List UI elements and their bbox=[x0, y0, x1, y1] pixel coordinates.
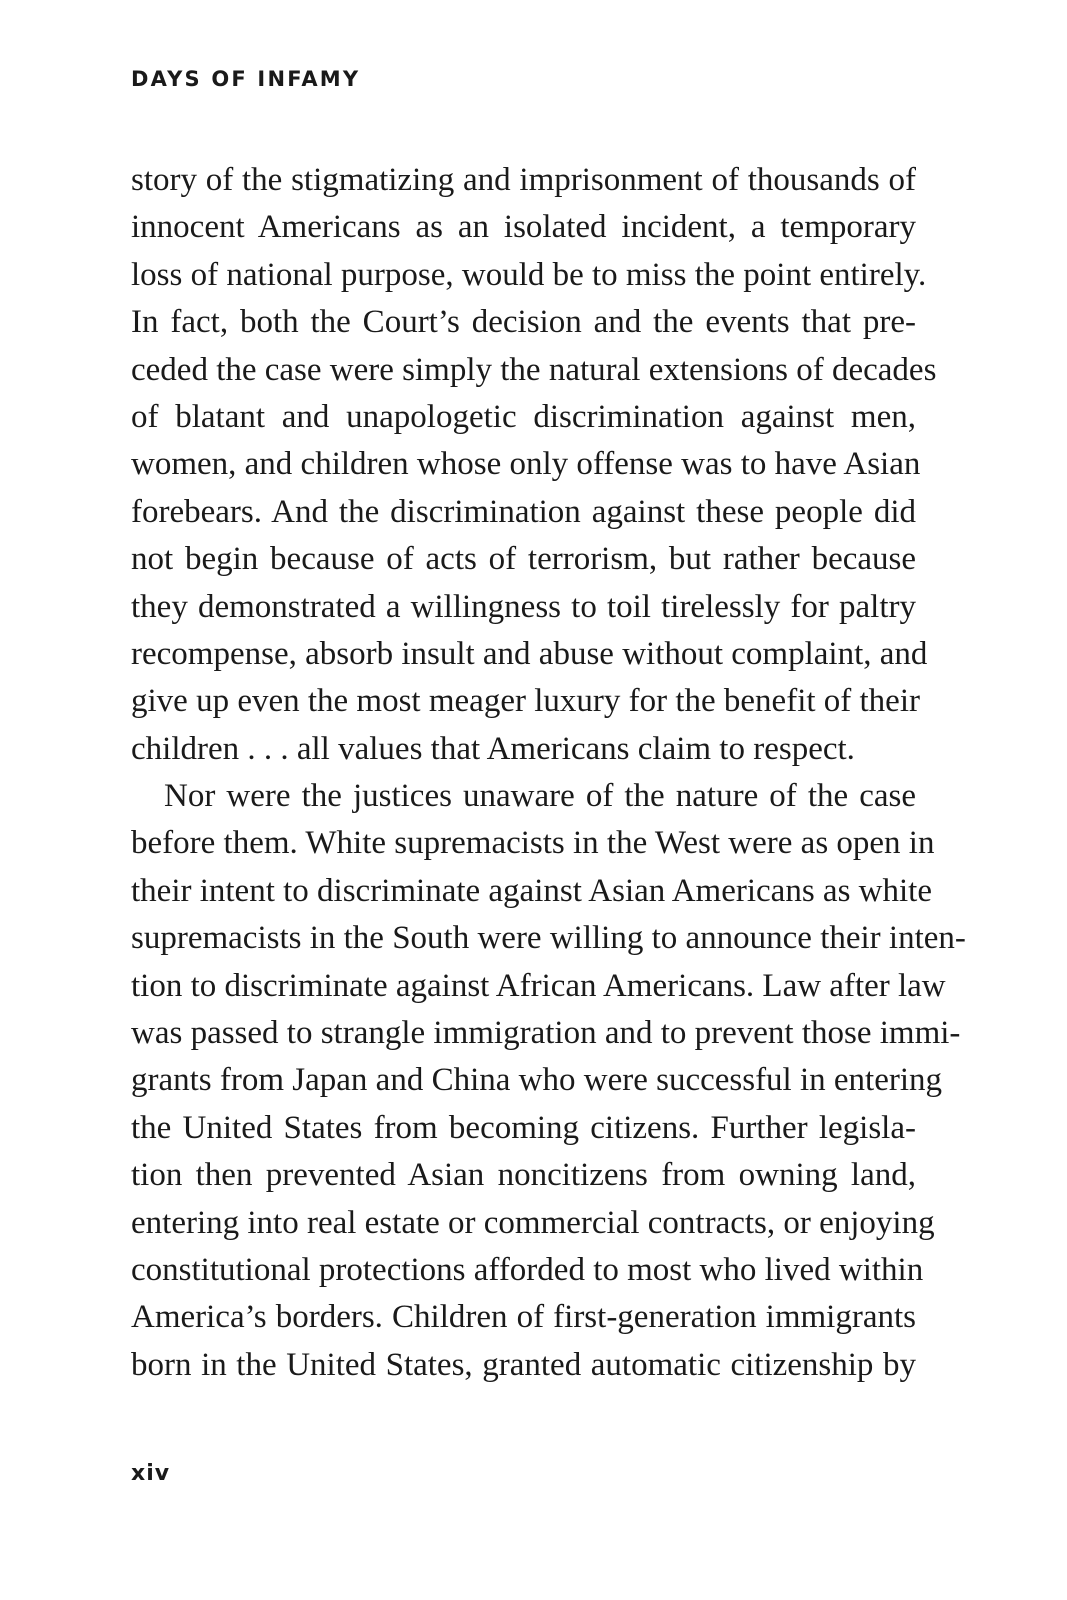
text-line: entering into real estate or commercial contracts, or enjoying bbox=[131, 1204, 935, 1241]
text-line: grants from Japan and China who were successful in entering bbox=[131, 1062, 943, 1099]
text-line: story of the stigmatizing and imprisonment of thousands of bbox=[131, 162, 916, 198]
text-line: tion to discriminate against African Americans. Law after law bbox=[131, 967, 946, 1004]
body-text bbox=[131, 157, 966, 1389]
text-line: the United States from becoming citizens. Further legisla- bbox=[131, 1109, 916, 1146]
text-line: they demonstrated a willingness to toil tirelessly for paltry bbox=[131, 588, 916, 625]
text-line: before them. White supremacists in the West were as open in bbox=[131, 825, 935, 862]
text-line: of blatant and unapologetic discrimination against men, bbox=[131, 398, 916, 435]
text-line: forebears. And the discrimination against these people did bbox=[131, 493, 916, 530]
text-line: ceded the case were simply the natural extensions of decades bbox=[131, 351, 937, 388]
text-line: Nor were the justices unaware of the nature of the case bbox=[164, 778, 916, 815]
text-line: children . . . all values that Americans claim to respect. bbox=[131, 730, 855, 767]
running-head: DAYS OF INFAMY bbox=[131, 67, 361, 91]
text-line: innocent Americans as an isolated incident, a temporary bbox=[131, 209, 916, 246]
text-line: supremacists in the South were willing to announce their inten- bbox=[131, 920, 966, 957]
text-line: In fact, both the Court’s decision and the events that pre- bbox=[131, 304, 916, 341]
text-line: America’s borders. Children of first-generation immigrants bbox=[131, 1299, 916, 1336]
text-line: tion then prevented Asian noncitizens from owning land, bbox=[131, 1157, 916, 1194]
text-line: recompense, absorb insult and abuse without complaint, and bbox=[131, 635, 928, 672]
text-line: born in the United States, granted automatic citizenship by bbox=[131, 1346, 916, 1383]
text-line: was passed to strangle immigration and to prevent those immi- bbox=[131, 1015, 961, 1052]
text-line: give up even the most meager luxury for the benefit of their bbox=[131, 683, 920, 720]
text-line: loss of national purpose, would be to miss the point entirely. bbox=[131, 256, 927, 293]
text-line: women, and children whose only offense was to have Asian bbox=[131, 446, 921, 483]
text-line: constitutional protections afforded to most who lived within bbox=[131, 1251, 924, 1288]
page-number: xiv bbox=[131, 1461, 171, 1486]
text-line: their intent to discriminate against Asian Americans as white bbox=[131, 872, 932, 909]
text-line: not begin because of acts of terrorism, but rather because bbox=[131, 541, 916, 578]
